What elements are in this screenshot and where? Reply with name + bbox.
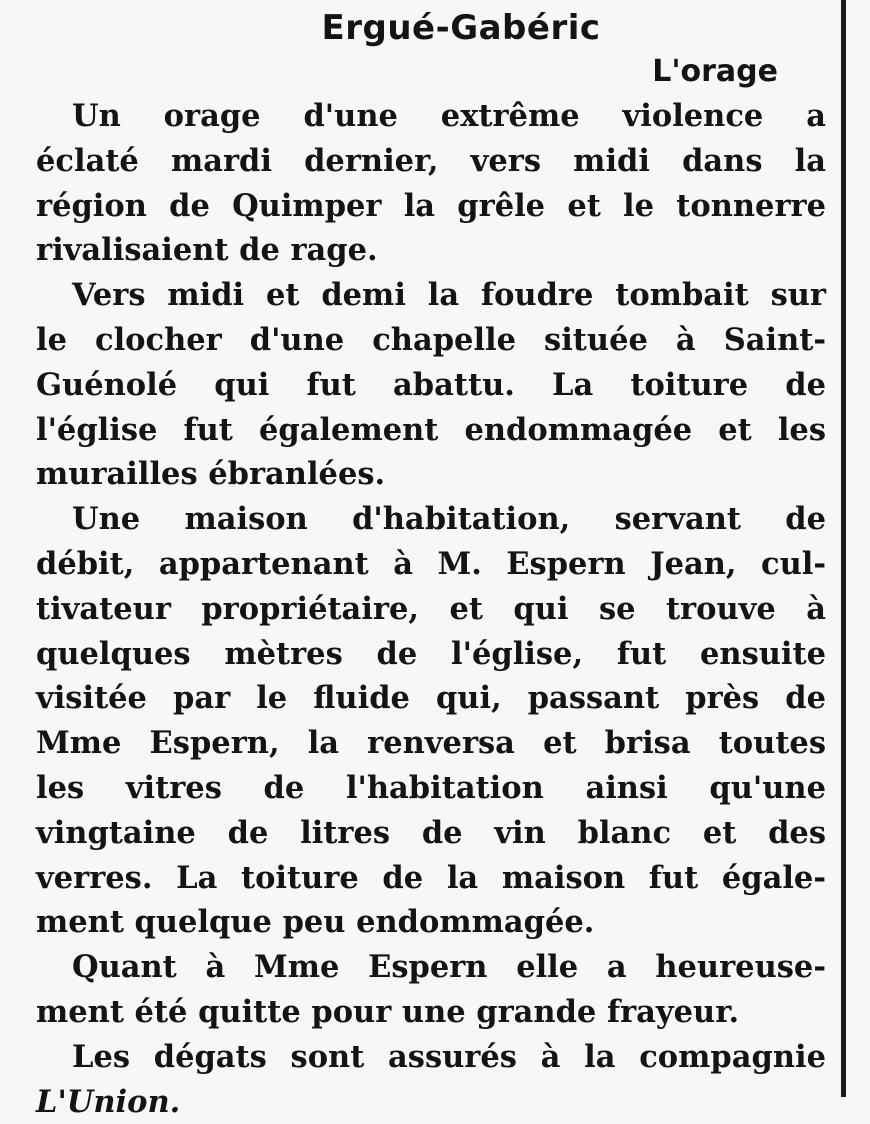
paragraph-2 bbox=[36, 273, 826, 497]
article-body bbox=[36, 94, 826, 1124]
text-line: Les dégats sont assurés à la compagnie bbox=[72, 1038, 826, 1075]
insurer-name: L'Union. bbox=[36, 1083, 181, 1120]
paragraph-5 bbox=[36, 1035, 826, 1124]
subhead: L'orage bbox=[652, 54, 778, 89]
text-line: Vers midi et demi la foudre tombait sur bbox=[72, 277, 826, 314]
paragraph-3 bbox=[36, 497, 826, 945]
text-line: débit, appartenant à M. Espern Jean, cul- bbox=[36, 545, 826, 582]
text-line: éclaté mardi dernier, vers midi dans la bbox=[36, 142, 826, 179]
text-line: verres. La toiture de la maison fut égale- bbox=[36, 859, 826, 896]
text-line: murailles ébranlées. bbox=[36, 456, 386, 493]
paragraph-4 bbox=[36, 945, 826, 1035]
text-line: tivateur propriétaire, et qui se trouve à bbox=[36, 590, 826, 627]
text-line: ment quelque peu endommagée. bbox=[36, 904, 595, 941]
column-rule bbox=[841, 0, 846, 1097]
text-line: ment été quitte pour une grande frayeur. bbox=[36, 993, 740, 1030]
text-line: Une maison d'habitation, servant de bbox=[72, 501, 826, 538]
text-line: les vitres de l'habitation ainsi qu'une bbox=[36, 769, 826, 806]
text-line: vingtaine de litres de vin blanc et des bbox=[36, 814, 826, 851]
text-line: région de Quimper la grêle et le tonnerre bbox=[36, 187, 826, 224]
text-line: rivalisaient de rage. bbox=[36, 232, 378, 269]
headline: Ergué-Gabéric bbox=[321, 8, 601, 48]
text-line: visitée par le fluide qui, passant près de bbox=[36, 680, 826, 717]
text-line: Quant à Mme Espern elle a heureuse- bbox=[72, 949, 826, 986]
text-line: quelques mètres de l'église, fut ensuite bbox=[36, 635, 826, 672]
text-line: Mme Espern, la renversa et brisa toutes bbox=[36, 725, 826, 762]
article bbox=[36, 6, 826, 1124]
text-line: Guénolé qui fut abattu. La toiture de bbox=[36, 366, 826, 403]
paragraph-1 bbox=[36, 94, 826, 273]
text-line: le clocher d'une chapelle située à Saint- bbox=[36, 321, 826, 358]
text-line: l'église fut également endommagée et les bbox=[36, 411, 826, 448]
text-line: Un orage d'une extrême violence a bbox=[72, 98, 826, 134]
